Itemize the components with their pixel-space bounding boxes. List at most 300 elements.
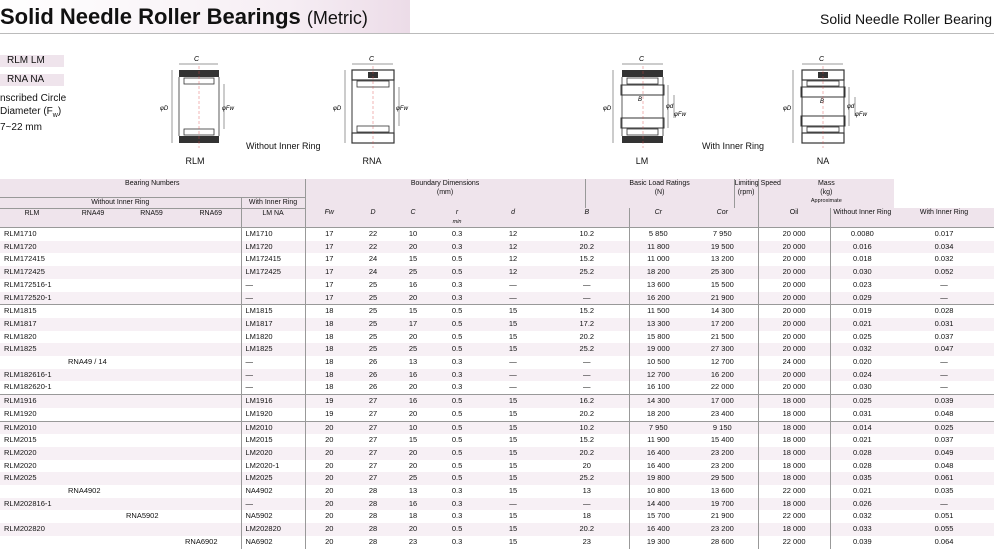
cell-lm: LM1825 <box>241 343 305 356</box>
cell-d: 15 <box>481 523 545 536</box>
cell-lm: LM1820 <box>241 331 305 344</box>
cell-rna69 <box>181 228 241 241</box>
cell-rna69 <box>181 447 241 460</box>
cell-cr: 16 100 <box>629 381 687 394</box>
cell-rlm <box>0 356 64 369</box>
cell-cor: 19 500 <box>687 241 758 254</box>
cell-D: 27 <box>353 472 393 485</box>
cell-rlm: RLM182620-1 <box>4 382 52 392</box>
cell-cr: 11 800 <box>629 241 687 254</box>
table-row <box>0 408 994 421</box>
cell-C: 25 <box>393 266 433 279</box>
cell-m2: 0.031 <box>894 318 994 331</box>
head-boundary: Boundary Dimensions (mm) <box>305 179 585 197</box>
cell-rlm: RLM202820 <box>0 523 64 536</box>
cell-fw: 17 <box>305 228 353 241</box>
cell-d: 15 <box>481 421 545 434</box>
cell-fw: 19 <box>305 395 353 408</box>
cell-B: — <box>545 292 629 305</box>
cell-m1: 0.029 <box>830 292 894 305</box>
cell-oil: 18 000 <box>758 447 830 460</box>
cell-cor: 28 600 <box>710 536 734 546</box>
table-row <box>0 369 994 382</box>
cell-fw: 17 <box>305 241 353 254</box>
svg-text:C: C <box>369 56 375 63</box>
cell-d: 15 <box>481 318 545 331</box>
svg-text:C: C <box>639 56 645 63</box>
cell-cr: 19 000 <box>629 343 687 356</box>
cell-r: 0.5 <box>433 421 481 434</box>
cell-m2: — <box>940 357 948 367</box>
cell-C: 13 <box>408 357 418 367</box>
cell-rna59 <box>122 472 181 485</box>
cell-rlm: RLM2020 <box>0 447 64 460</box>
cell-rlm <box>0 485 64 498</box>
cell-D: 28 <box>368 511 378 521</box>
table-row <box>0 381 994 394</box>
cell-C: 20 <box>408 331 418 341</box>
cell-rna59 <box>122 253 181 266</box>
cell-rna69 <box>181 305 241 318</box>
cell-cor: 13 200 <box>710 254 734 264</box>
cell-m2: 0.061 <box>894 472 994 485</box>
cell-D: 25 <box>353 305 393 318</box>
cell-r: 0.5 <box>433 523 481 536</box>
info-line-2: Diameter $(F_w)$ <box>0 105 62 119</box>
cell-lm: — <box>241 292 305 305</box>
table-row <box>0 279 994 292</box>
cell-lm: NA5902 <box>241 510 305 523</box>
cell-rna49 <box>64 421 122 434</box>
table-row <box>0 498 994 511</box>
cell-r: 0.3 <box>451 536 463 546</box>
cell-cr: 11 900 <box>629 434 687 447</box>
drawing-rna-label: RNA <box>362 156 382 166</box>
cell-D: 28 <box>353 498 393 511</box>
svg-text:φD: φD <box>603 106 612 112</box>
cell-C: 13 <box>408 486 418 496</box>
cell-oil: 20 000 <box>758 343 830 356</box>
cell-m2: 0.051 <box>934 511 954 521</box>
cell-fw: 18 <box>305 318 353 331</box>
with-inner-ring-label: With Inner Ring <box>702 141 765 151</box>
cell-rna69 <box>181 460 241 473</box>
cell-C: 25 <box>393 343 433 356</box>
cell-oil: 22 000 <box>758 510 830 523</box>
cell-m1: 0.0080 <box>830 228 894 241</box>
cell-rna49 <box>64 279 122 292</box>
table-row <box>0 318 994 331</box>
cell-rlm: RLM1815 <box>0 305 64 318</box>
cell-D: 27 <box>368 435 378 445</box>
cell-cr: 12 700 <box>629 369 687 382</box>
cell-B: 20.2 <box>545 447 629 460</box>
cell-fw: 18 <box>305 331 353 344</box>
svg-text:φD: φD <box>333 106 342 112</box>
cell-C: 20 <box>393 523 433 536</box>
col-rlm: RLM <box>0 208 64 228</box>
cell-rna69 <box>181 434 241 447</box>
cell-oil: 18 000 <box>758 472 830 485</box>
cell-m1: 0.026 <box>830 498 894 511</box>
cell-d: 15 <box>481 447 545 460</box>
cell-r: 0.3 <box>451 511 463 521</box>
table-row <box>0 331 994 344</box>
cell-rna49: RNA49 / 14 <box>68 357 107 367</box>
cell-cr: 11 500 <box>629 305 687 318</box>
cell-rna59 <box>122 434 181 447</box>
head-load: Basic Load Ratings (N) <box>585 179 734 197</box>
cell-m2: 0.028 <box>894 305 994 318</box>
cell-C: 16 <box>393 395 433 408</box>
cell-cor: 15 500 <box>710 279 734 289</box>
cell-m1: 0.018 <box>830 253 894 266</box>
cell-D: 27 <box>353 421 393 434</box>
cell-rlm: RLM1710 <box>0 228 64 241</box>
table-row <box>0 460 994 473</box>
cell-fw: 19 <box>305 408 353 421</box>
cell-r: 0.3 <box>433 369 481 382</box>
cell-m1: 0.016 <box>830 241 894 254</box>
drawing-na-label: NA <box>816 156 830 166</box>
cell-B: 20.2 <box>579 331 595 341</box>
cell-D: 27 <box>353 395 393 408</box>
cell-rna49 <box>64 253 122 266</box>
cell-C: 25 <box>393 472 433 485</box>
cell-oil: 20 000 <box>758 241 830 254</box>
cell-m2: — <box>894 498 994 511</box>
cell-d: 15 <box>508 511 518 521</box>
cell-C: 20 <box>408 460 418 470</box>
cell-oil: 20 000 <box>758 305 830 318</box>
cell-cor: 17 200 <box>687 318 758 331</box>
cell-oil: 20 000 <box>758 331 830 344</box>
cell-m2: 0.047 <box>894 343 994 356</box>
cell-D: 26 <box>353 369 393 382</box>
cell-B: 15.2 <box>579 254 595 264</box>
svg-text:φd: φd <box>847 104 855 110</box>
cell-lm: NA4902 <box>241 485 305 498</box>
series-label-rna-na: RNA NA <box>0 74 64 86</box>
cell-D: 22 <box>353 241 393 254</box>
cell-cor: 27 300 <box>687 343 758 356</box>
cell-cor: 21 500 <box>710 331 734 341</box>
cell-B: 20.2 <box>579 408 595 418</box>
cell-fw: 18 <box>305 381 353 394</box>
cell-rna59 <box>122 305 181 318</box>
cell-oil: 18 000 <box>758 421 830 434</box>
cell-r: 0.5 <box>433 395 481 408</box>
table-row <box>0 241 994 254</box>
cell-C: 15 <box>408 435 418 445</box>
cell-oil: 18 000 <box>758 523 830 536</box>
cell-rlm: RLM2010 <box>0 421 64 434</box>
cell-rna59 <box>122 421 181 434</box>
without-inner-ring-label: Without Inner Ring <box>246 141 321 151</box>
cell-cor: 13 600 <box>710 486 734 496</box>
cell-C: 16 <box>393 369 433 382</box>
cell-C: 20 <box>393 241 433 254</box>
cell-m2: 0.039 <box>894 395 994 408</box>
cell-rna59 <box>122 460 181 473</box>
svg-text:φFw: φFw <box>396 106 408 112</box>
cell-cor: 17 000 <box>687 395 758 408</box>
cell-lm: LM1710 <box>241 228 305 241</box>
cell-C: 20 <box>408 382 418 392</box>
cell-D: 27 <box>353 447 393 460</box>
table-row <box>0 356 994 369</box>
cell-m2: — <box>894 369 994 382</box>
svg-text:φFw: φFw <box>674 112 686 118</box>
cell-cr: 18 200 <box>629 266 687 279</box>
cell-fw: 20 <box>305 498 353 511</box>
cell-rna49 <box>64 408 122 421</box>
cell-r: 0.5 <box>433 343 481 356</box>
head-speed: Limiting Speed (rpm) <box>734 180 781 196</box>
cell-oil: 22 000 <box>758 485 830 498</box>
cell-fw: 20 <box>305 523 353 536</box>
cell-fw: 20 <box>305 472 353 485</box>
cell-cor: 19 700 <box>687 498 758 511</box>
cell-rna49 <box>64 510 122 523</box>
cell-cr: 16 200 <box>629 292 687 305</box>
col-fw: Fw <box>305 208 353 228</box>
cell-m2: — <box>940 382 948 392</box>
cell-cor: 29 500 <box>687 472 758 485</box>
cell-rna69 <box>181 395 241 408</box>
cell-B: 18 <box>582 511 591 521</box>
cell-D: 25 <box>368 331 378 341</box>
cell-lm: LM2025 <box>241 472 305 485</box>
cell-fw: 18 <box>305 343 353 356</box>
cell-m2: 0.017 <box>894 228 994 241</box>
bearing-table <box>0 179 994 549</box>
cell-r: 0.5 <box>451 460 463 470</box>
cell-B: 20 <box>582 460 591 470</box>
cell-rna59 <box>122 241 181 254</box>
cell-r: 0.3 <box>451 357 463 367</box>
cell-rna69 <box>181 331 241 344</box>
cell-m2: 0.048 <box>934 460 954 470</box>
cell-rlm: RLM172516-1 <box>4 279 52 289</box>
cell-fw: 20 <box>305 536 353 549</box>
cell-lm: — <box>241 369 305 382</box>
cell-m2: 0.049 <box>894 447 994 460</box>
cell-rna49 <box>64 241 122 254</box>
table-row <box>0 485 994 498</box>
cell-cor: 12 700 <box>710 357 734 367</box>
cell-C: 16 <box>408 279 418 289</box>
cell-rna49 <box>64 381 122 394</box>
cell-lm: — <box>241 381 305 394</box>
cell-lm: LM1920 <box>241 408 305 421</box>
page-title-suffix: (Metric) <box>306 8 368 28</box>
cell-m1: 0.032 <box>830 343 894 356</box>
cell-cor: 21 900 <box>710 511 734 521</box>
col-C: C <box>393 208 433 228</box>
cell-rna49 <box>64 498 122 511</box>
cell-D: 27 <box>368 408 378 418</box>
cell-m1: 0.014 <box>830 421 894 434</box>
cell-oil: 20 000 <box>758 266 830 279</box>
cell-d: 15 <box>481 472 545 485</box>
cell-fw: 18 <box>305 356 353 369</box>
cell-r: 0.5 <box>451 254 463 264</box>
cell-rna49: RNA4902 <box>68 486 101 496</box>
table-row <box>0 343 994 356</box>
cell-cor: 25 300 <box>687 266 758 279</box>
col-D: D <box>353 208 393 228</box>
dim-c-label: C <box>194 56 200 63</box>
cell-C: 17 <box>393 318 433 331</box>
col-mass-with: With Inner Ring <box>894 208 994 228</box>
cell-m2: — <box>940 279 948 289</box>
cell-lm: LM2010 <box>241 421 305 434</box>
cell-r: 0.3 <box>433 498 481 511</box>
cell-d: 15 <box>508 460 518 470</box>
col-oil: Oil <box>758 208 830 228</box>
svg-text:B: B <box>820 99 825 105</box>
cell-rna49 <box>64 460 122 473</box>
cell-C: 20 <box>393 447 433 460</box>
cell-rna59 <box>122 485 181 498</box>
cell-C: 20 <box>408 408 418 418</box>
cell-r: 0.3 <box>433 292 481 305</box>
cell-r: 0.5 <box>451 408 463 418</box>
cell-oil: 24 000 <box>758 356 830 369</box>
table-row <box>0 305 994 318</box>
col-rna69: RNA69 <box>181 208 241 228</box>
cell-B: — <box>583 279 591 289</box>
cell-rlm: RLM172425 <box>0 266 64 279</box>
cell-oil: 20 000 <box>758 292 830 305</box>
cell-d: 12 <box>481 241 545 254</box>
cell-rna59 <box>122 343 181 356</box>
cell-cor: 9 150 <box>687 421 758 434</box>
col-cr: Cr <box>629 208 687 228</box>
cell-fw: 20 <box>305 447 353 460</box>
table-row <box>0 536 994 549</box>
cell-m2: 0.037 <box>934 435 954 445</box>
series-label-rlm-lm: RLM LM <box>0 55 64 67</box>
cell-d: 15 <box>508 331 518 341</box>
cell-rna69 <box>181 369 241 382</box>
cell-fw: 20 <box>305 485 353 498</box>
cell-m2: 0.055 <box>894 523 994 536</box>
cell-rna59 <box>122 369 181 382</box>
cell-d: — <box>509 279 517 289</box>
cell-cr: 11 000 <box>629 253 687 266</box>
size-range-info <box>0 93 100 135</box>
cell-B: 10.2 <box>545 421 629 434</box>
cell-cor: 23 400 <box>710 408 734 418</box>
cell-r: 0.3 <box>433 228 481 241</box>
cell-fw: 17 <box>305 253 353 266</box>
cell-m1: 0.035 <box>830 472 894 485</box>
cell-rna49 <box>64 228 122 241</box>
cell-B: 15.2 <box>579 435 595 445</box>
cell-d: — <box>481 498 545 511</box>
cell-oil: 20 000 <box>758 228 830 241</box>
cell-m1: 0.024 <box>830 369 894 382</box>
cell-B: 20.2 <box>545 241 629 254</box>
cell-cor: 22 000 <box>710 382 734 392</box>
cell-m1: 0.030 <box>830 266 894 279</box>
cell-d: — <box>481 369 545 382</box>
cell-rna69 <box>181 253 241 266</box>
cell-m2: 0.025 <box>894 421 994 434</box>
cell-cor: 7 950 <box>687 228 758 241</box>
cell-rna49 <box>64 434 122 447</box>
cell-m1: 0.023 <box>830 279 894 292</box>
drawing-lm-label: LM <box>635 156 649 166</box>
cell-rna59 <box>122 536 181 549</box>
drawing-rlm <box>160 52 240 157</box>
cell-rna59 <box>122 266 181 279</box>
cell-B: 23 <box>582 536 591 546</box>
cell-B: — <box>545 369 629 382</box>
cell-m2: 0.032 <box>934 254 954 264</box>
cell-cr: 16 400 <box>629 447 687 460</box>
cell-cor: 23 200 <box>687 447 758 460</box>
cell-C: 18 <box>408 511 418 521</box>
cell-rna59 <box>122 395 181 408</box>
drawing-na <box>783 52 871 157</box>
cell-cr: 13 600 <box>629 279 687 292</box>
cell-oil: 18 000 <box>758 434 830 447</box>
cell-fw: 17 <box>305 266 353 279</box>
cell-D: 24 <box>353 266 393 279</box>
table-row <box>0 266 994 279</box>
cell-cr: 18 200 <box>629 408 687 421</box>
cell-rna49 <box>64 331 122 344</box>
cell-cor: 15 400 <box>710 435 734 445</box>
cell-rlm: RLM202816-1 <box>0 498 64 511</box>
cell-fw: 20 <box>305 434 353 447</box>
cell-rna69 <box>181 472 241 485</box>
cell-rna49 <box>64 369 122 382</box>
cell-rna59 <box>122 447 181 460</box>
cell-m2: 0.035 <box>934 486 954 496</box>
cell-rlm: RLM182616-1 <box>0 369 64 382</box>
head-mass: Mass (kg) <box>758 179 894 197</box>
cell-cr: 15 700 <box>629 510 687 523</box>
cell-lm: LM172415 <box>241 253 305 266</box>
cell-rna69 <box>181 241 241 254</box>
cell-B: 10.2 <box>545 228 629 241</box>
cell-rlm: RLM1920 <box>4 408 37 418</box>
cell-oil: 20 000 <box>758 279 830 292</box>
cell-D: 25 <box>368 279 378 289</box>
col-cor: Cor <box>687 208 758 228</box>
cell-rlm: RLM1817 <box>0 318 64 331</box>
cell-oil: 20 000 <box>758 381 830 394</box>
cell-D: 25 <box>353 318 393 331</box>
cell-oil: 20 000 <box>758 369 830 382</box>
cell-m1: 0.025 <box>830 331 894 344</box>
cell-lm: — <box>241 498 305 511</box>
cell-rna49 <box>64 292 122 305</box>
cell-d: 15 <box>508 536 518 546</box>
cell-D: 26 <box>368 382 378 392</box>
cell-rlm: RLM1720 <box>0 241 64 254</box>
cell-m2: 0.034 <box>894 241 994 254</box>
cell-rna69 <box>181 279 241 292</box>
cell-rlm: RLM1820 <box>4 331 37 341</box>
cell-D: 25 <box>353 292 393 305</box>
col-mass-without: Without Inner Ring <box>830 208 894 228</box>
cell-m1: 0.033 <box>830 523 894 536</box>
